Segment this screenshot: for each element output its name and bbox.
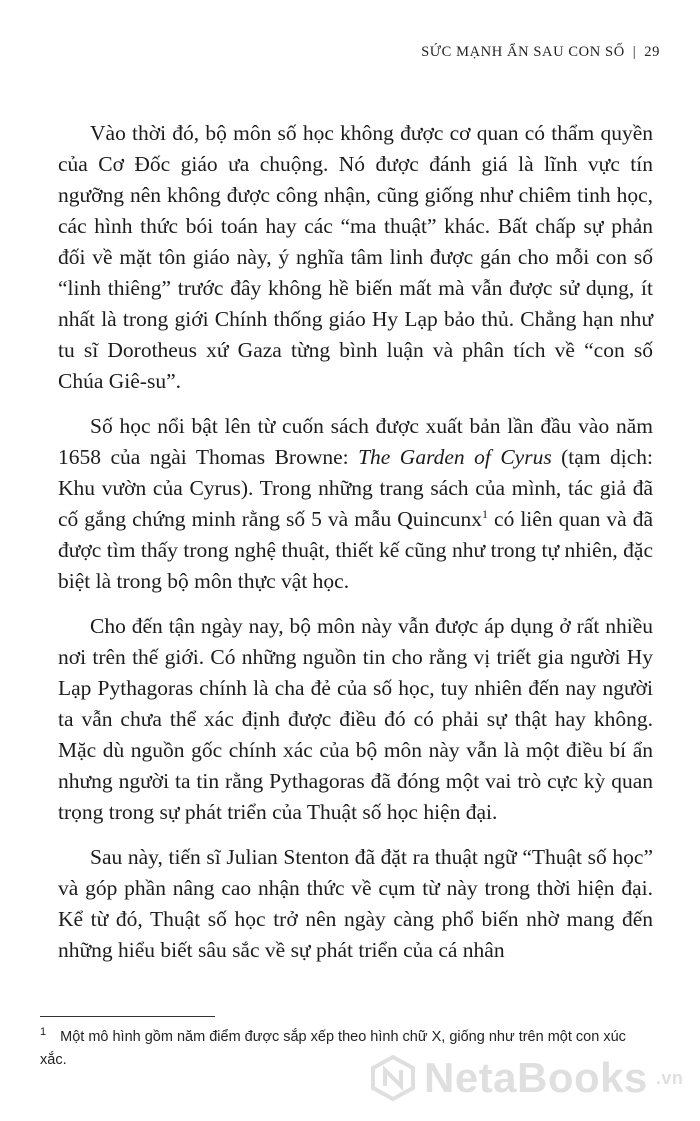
running-header	[421, 44, 660, 61]
watermark	[370, 1054, 683, 1102]
book-title: The Garden of Cyrus	[358, 445, 552, 469]
body-text	[58, 118, 653, 980]
footnote-divider	[40, 1016, 215, 1017]
watermark-brand: NetaBooks	[424, 1054, 648, 1101]
paragraph-2	[58, 411, 653, 597]
footnote-text: Một mô hình gồm năm điểm được sắp xếp theo hình chữ X, giống như trên một con xúc xắc.	[40, 1029, 626, 1068]
page-number: 29	[644, 44, 660, 60]
paragraph-4: Sau này, tiến sĩ Julian Stenton đã đặt ra thuật ngữ “Thuật số học” và góp phần nâng cao nhận thức về cụm từ này trong thời hiện đại. Kể từ đó, Thuật số học trở nên ngày càng phổ biến nhờ mang đến những hiểu biết sâu sắc về sự phát triển của cá nhân	[58, 845, 653, 962]
paragraph-3: Cho đến tận ngày nay, bộ môn này vẫn được áp dụng ở rất nhiều nơi trên thế giới. Có những nguồn tin cho rằng vị triết gia người Hy Lạp Pythagoras chính là cha đẻ của số học, tuy nhiên đến nay người ta vẫn chưa thể xác định được điều đó có phải sự thật hay không. Mặc dù nguồn gốc chính xác của bộ môn này vẫn là một điều bí ẩn nhưng người ta tin rằng Pythagoras đã đóng một vai trò cực kỳ quan trọng trong sự phát triển của Thuật số học hiện đại.	[58, 614, 653, 824]
header-separator: |	[632, 44, 637, 60]
paragraph-1: Vào thời đó, bộ môn số học không được cơ quan có thẩm quyền của Cơ Đốc giáo ưa chuộng. Nó được đánh giá là lĩnh vực tín ngưỡng nên không được công nhận, cũng giống như chiêm tinh học, các hình thức bói toán hay các “ma thuật” khác. Bất chấp sự phản đối về mặt tôn giáo này, ý nghĩa tâm linh được gán cho mỗi con số “linh thiêng” trước đây không hề biến mất mà vẫn được sử dụng, ít nhất là trong giới Chính thống giáo Hy Lạp bảo thủ. Chẳng hạn như tu sĩ Dorotheus xứ Gaza từng bình luận và phân tích về “con số Chúa Giê-su”.	[58, 121, 653, 393]
paragraph-2-part-b: (tạm dịch: Khu vườn của Cyrus). Trong những trang sách của mình, tác giả đã cố gắng chứng minh rằng số 5 và mẫu Quincunx	[58, 445, 653, 531]
paragraph-2-part-a: Số học nổi bật lên từ cuốn sách được xuất bản lần đầu vào năm 1658 của ngài Thomas Browne:	[58, 414, 653, 469]
netabooks-logo-icon	[370, 1055, 416, 1101]
footnote-ref[interactable]: 1	[482, 506, 489, 521]
paragraph-2-part-c: có liên quan và đã được tìm thấy trong nghệ thuật, thiết kế cũng như trong tự nhiên, đặc biệt là trong bộ môn thực vật học.	[58, 507, 653, 593]
footnote-mark: 1	[40, 1026, 47, 1039]
running-title: SỨC MẠNH ẨN SAU CON SỐ	[421, 44, 625, 60]
watermark-suffix: .vn	[655, 1067, 684, 1088]
